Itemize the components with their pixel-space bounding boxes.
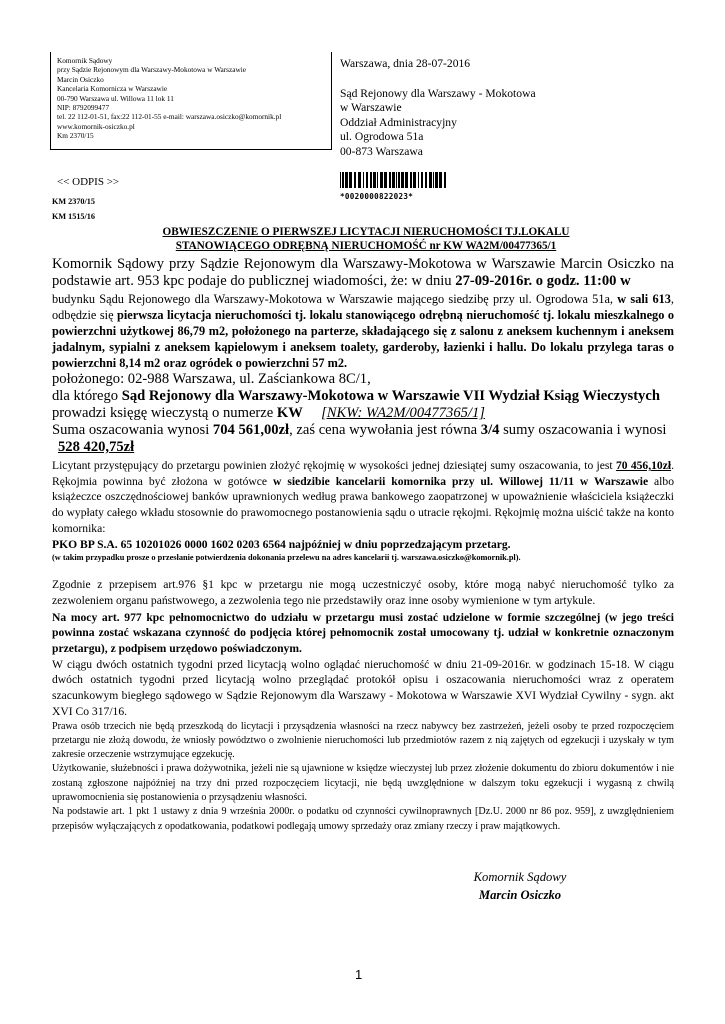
barcode-bar <box>418 172 419 188</box>
sender-line: Marcin Osiczko <box>57 74 104 84</box>
barcode-bar <box>345 172 348 188</box>
copy-marker: << ODPIS >> <box>57 176 120 188</box>
barcode-bar <box>444 172 446 188</box>
recipient-line: Oddział Administracyjny <box>340 115 457 129</box>
barcode-bar <box>433 172 434 188</box>
sender-line: Km 2370/15 <box>57 131 94 141</box>
barcode-bar <box>435 172 438 188</box>
recipient-line: ul. Ogrodowa 51a <box>340 130 424 144</box>
sender-address-box <box>50 52 332 150</box>
sender-line: www.komornik-osiczko.pl <box>57 121 135 131</box>
bank-transfer-note: (w takim przypadku prosze o przesłanie potwierdzenia dokonania przelewu na adres kancelarii tj. warszawa.osiczko@komornik.pl). <box>52 553 521 563</box>
barcode-bar <box>363 172 364 188</box>
barcode-bar <box>398 172 400 188</box>
barcode-bar <box>380 172 383 188</box>
barcode-bar <box>439 172 442 188</box>
barcode-bar <box>358 172 361 188</box>
property-location: położonego: 02-988 Warszawa, ul. Zaściankowa 8C/1, <box>52 371 371 387</box>
barcode-bar <box>429 172 432 188</box>
barcode-bar <box>384 172 387 188</box>
barcode-bar <box>421 172 423 188</box>
art-977-paragraph: Na mocy art. 977 kpc pełnomocnictwo do udziału w przetargu musi zostać udzielone w formie szczególnej (w jego treści powinna zostać wskazana czynność do podjęcia której pełnomocnik został umocowany tj. udział w konkretnie oznaczonym przetargu), z podpisem urzędowo poświadczonym. <box>52 610 674 656</box>
barcode-bar <box>389 172 391 188</box>
bank-account: PKO BP S.A. 65 10201026 0000 1602 0203 6564 najpóźniej w dniu poprzedzającym przetarg. <box>52 537 511 551</box>
barcode-bar <box>425 172 427 188</box>
barcode-bar <box>410 172 412 188</box>
land-registry-court: dla którego Sąd Rejonowy dla Warszawy-Mokotowa w Warszawie VII Wydział Ksiąg Wieczystych <box>52 388 660 404</box>
servitudes-paragraph: Użytkowanie, służebności i prawa dożywotnika, jeżeli nie są ujawnione w księdze wieczystej lub przez złożenie dokumentu do zbioru dokumentów i nie zostaną zgłoszone najpóźniej na trzy dni przed rozpoczęciem licytacji, nie będą uwzględnione w dalszym toku egzekucji i wygasną z chwilą uprawomocnienia się postanowienia o przysądzeniu własności. <box>52 763 674 804</box>
deposit-terms: Licytant przystępujący do przetargu powinien złożyć rękojmię w wysokości jednej dziesiątej sumy oszacowania, to jest 70 456,10zł. Rękojmia powinna być złożona w gotówce w siedzibie kancelarii komornika przy ul. Willowej 11/11 w Warszawie albo książeczce oszczędnościowej banków uprawnionych według prawa bankowego zaopatrzonej w upoważnienie właściciela książeczki do wypłaty całego wkładu stosownie do prawomocnego postanowienia sądu o utracie rękojmi. Rękojmię można uiścić także na konto komornika: <box>52 459 674 535</box>
signature-role: Komornik Sądowy <box>473 870 567 884</box>
viewing-paragraph: W ciągu dwóch ostatnich tygodni przed licytacją wolno oglądać nieruchomość w dniu 21-09-2016r. w godzinach 15-18. W ciągu dwóch ostatnich tygodni przed licytacją wolno przeglądać protokół opisu i oszacowania nieruchomości wraz z operatem szacunkowym biegłego sądowego w Sądzie Rejonowym dla Warszawy - Mokotowa w Warszawie XVI Wydział Cywilny - sygn. akt XVI Co 317/16. <box>52 657 674 718</box>
barcode-bar <box>354 172 356 188</box>
barcode-bar <box>413 172 416 188</box>
barcode-bar <box>392 172 395 188</box>
barcode-bar <box>377 172 378 188</box>
place-date: Warszawa, dnia 28-07-2016 <box>340 57 471 70</box>
recipient-line: 00-873 Warszawa <box>340 144 423 158</box>
barcode <box>340 172 448 201</box>
barcode-bar <box>366 172 368 188</box>
case-signature: KM 1515/16 <box>52 212 95 221</box>
sender-line: przy Sądzie Rejonowym dla Warszawy-Mokotowa w Warszawie <box>57 65 247 75</box>
intro-paragraph: Komornik Sądowy przy Sądzie Rejonowym dla Warszawy-Mokotowa w Warszawie Marcin Osiczko na podstawie art. 953 kpc podaje do publicznej wiadomości, że: w dniu 27-09-2016r. o godz. 11:00 w <box>52 256 674 289</box>
barcode-bar <box>373 172 376 188</box>
art-976-paragraph: Zgodnie z przepisem art.976 §1 kpc w przetargu nie mogą uczestniczyć osoby, które mogą nabyć nieruchomość tylko za zezwoleniem organu państwowego, a zezwolenia tego nie przedstawiły oraz inne osoby wymienione w tym artykule. <box>52 578 674 607</box>
recipient-line: w Warszawie <box>340 101 402 115</box>
valuation: Suma oszacowania wynosi 704 561,00zł, zaś cena wywołania jest równa 3/4 sumy oszacowania i wynosi <box>52 422 667 438</box>
title-line: OBWIESZCZENIE O PIERWSZEJ LICYTACJI NIERUCHOMOŚCI TJ.LOKALU <box>162 226 570 238</box>
bailiff-signature <box>440 868 600 904</box>
recipient-line: Sąd Rejonowy dla Warszawy - Mokotowa <box>340 87 536 100</box>
land-registry-number: prowadzi księgę wieczystą o numerze KW [NKW: WA2M/00477365/1] <box>52 405 485 421</box>
sender-line: NIP: 8792099477 <box>57 103 110 113</box>
notice-body <box>52 256 674 834</box>
barcode-bar <box>340 172 341 188</box>
starting-price: 528 420,75zł <box>58 439 135 455</box>
barcode-text: *0020000822023* <box>340 192 414 201</box>
title-line: STANOWIĄCEGO ODRĘBNĄ NIERUCHOMOŚĆ nr KW WA2M/00477365/1 <box>175 240 557 252</box>
signature-name: Marcin Osiczko <box>478 888 562 902</box>
document-title <box>60 225 672 253</box>
barcode-bar <box>405 172 408 188</box>
tax-paragraph: Na podstawie art. 1 pkt 1 ustawy z dnia 9 września 2000r. o podatku od czynności cywilnoprawnych [Dz.U. 2000 nr 86 poz. 959], z uwzględnieniem przepisów wyłączających z opodatkowania, podatkowi podlegają umowy sprzedaży oraz zmiany rzeczy i praw majątkowych. <box>52 806 674 832</box>
sender-line: 00-790 Warszawa ul. Willowa 11 lok 11 <box>57 93 174 103</box>
barcode-bars <box>340 172 448 188</box>
auction-details: budynku Sądu Rejonowego dla Warszawy-Mokotowa w Warszawie mającego siedzibę przy ul. Ogrodowa 51a, w sali 613, odbędzie się pierwsza licytacja nieruchomości tj. lokalu stanowiącego odrębną nieruchomość tj. lokalu mieszkalnego o powierzchni użytkowej 86,79 m2, położonego na parterze, składającego się z salonu z aneksem kuchennym i aneksem jadalnym, sypialni z aneksem kąpielowym i aneksem toalety, garderoby, łazienki i hallu. Do lokalu przylega taras o powierzchni 8,14 m2 oraz ogródek o powierzchni 57 m2. <box>52 292 674 370</box>
case-signature: KM 2370/15 <box>52 197 95 206</box>
third-party-rights: Prawa osób trzecich nie będą przeszkodą do licytacji i przysądzenia własności na rzecz nabywcy bez zastrzeżeń, jeżeli osoby te przed rozpoczęciem przetargu nie złożą dowodu, że wniosły powództwo o zwolnienie nieruchomości lub przedmiotów razem z nią zajętych od egzekucji i uzyskały w tym zakresie orzeczenie wstrzymujące egzekucję. <box>52 720 674 761</box>
recipient-address <box>340 87 536 159</box>
sender-line: Komornik Sądowy <box>57 56 113 65</box>
page-number: 1 <box>355 967 363 982</box>
barcode-bar <box>349 172 352 188</box>
barcode-bar <box>401 172 404 188</box>
barcode-bar <box>396 172 397 188</box>
sender-line: Kancelaria Komornicza w Warszawie <box>57 84 168 94</box>
sender-line: tel. 22 112-01-51, fax:22 112-01-55 e-mail: warszawa.osiczko@komornik.pl <box>57 112 282 122</box>
barcode-bar <box>342 172 344 188</box>
barcode-bar <box>370 172 372 188</box>
